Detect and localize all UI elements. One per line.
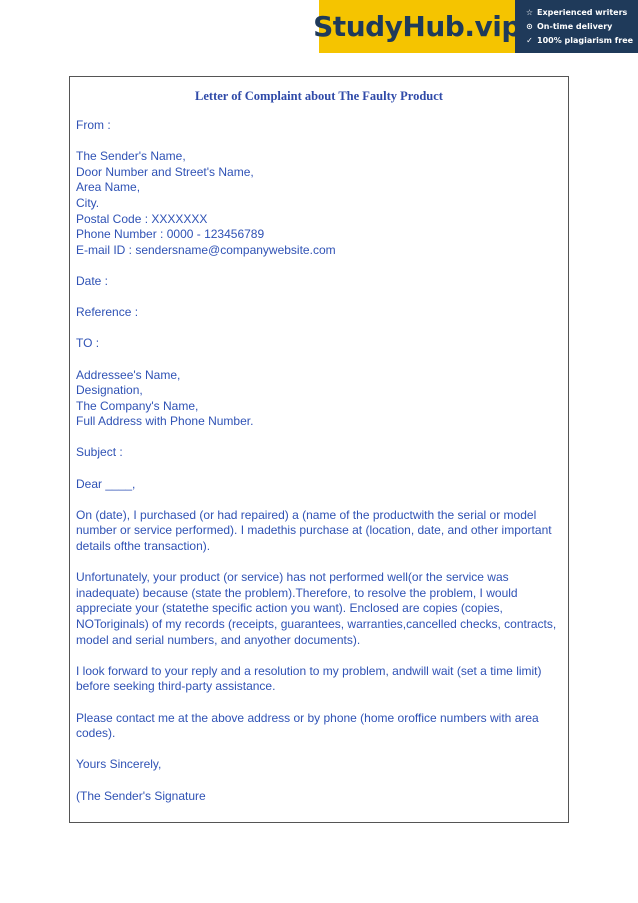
banner-features bbox=[515, 0, 638, 53]
sender-area: Area Name, bbox=[76, 180, 141, 195]
sender-postal: Postal Code : XXXXXXX bbox=[76, 211, 208, 226]
body-paragraph-1 bbox=[76, 508, 562, 555]
signature-section bbox=[76, 789, 562, 805]
feature-text: 100% plagiarism free bbox=[537, 35, 634, 45]
salutation-section bbox=[76, 477, 562, 493]
paragraph-line: number or service performed). I madethis purchase at (location, date, and other important bbox=[76, 523, 552, 538]
feature-text: Experienced writers bbox=[537, 7, 628, 17]
paragraph-line: before seeking third-party assistance. bbox=[76, 679, 276, 694]
studyhub-banner[interactable] bbox=[313, 0, 638, 53]
from-label: From : bbox=[76, 118, 111, 132]
check-icon: ✓ bbox=[526, 35, 533, 45]
letter-title: Letter of Complaint about The Faulty Product bbox=[195, 89, 443, 103]
to-label: TO : bbox=[76, 336, 100, 351]
from-section bbox=[76, 118, 562, 134]
sender-email: E-mail ID : sendersname@companywebsite.com bbox=[76, 242, 336, 257]
reference-label: Reference : bbox=[76, 305, 139, 320]
addressee-designation: Designation, bbox=[76, 383, 143, 398]
body-paragraph-2 bbox=[76, 570, 562, 648]
paragraph-line: I look forward to your reply and a resolution to my problem, andwill wait (set a time limit) bbox=[76, 663, 542, 678]
subject-label: Subject : bbox=[76, 445, 123, 460]
paragraph-line: inadequate) because (state the problem).Therefore, to resolve the problem, I would bbox=[76, 585, 518, 600]
logo-text: StudyHub.vip bbox=[313, 10, 521, 43]
feature-on-time-delivery bbox=[525, 21, 638, 33]
signature: (The Sender's Signature bbox=[76, 788, 206, 803]
paragraph-line: Please contact me at the above address or by phone (home oroffice numbers with area bbox=[76, 710, 539, 725]
sender-phone: Phone Number : 0000 - 123456789 bbox=[76, 227, 265, 242]
paragraph-line: details ofthe transaction). bbox=[76, 539, 211, 554]
body-paragraph-4 bbox=[76, 711, 562, 742]
clock-icon: ⊙ bbox=[526, 21, 533, 31]
closing-section bbox=[76, 757, 562, 773]
body-paragraph-3 bbox=[76, 664, 562, 695]
paragraph-line: appreciate your (statethe specific action you want). Enclosed are copies (copies, bbox=[76, 601, 503, 616]
date-label: Date : bbox=[76, 273, 109, 288]
addressee-name: Addressee's Name, bbox=[76, 367, 181, 382]
sender-address bbox=[76, 149, 562, 258]
paragraph-line: codes). bbox=[76, 726, 116, 741]
addressee-company: The Company's Name, bbox=[76, 398, 199, 413]
letter-document bbox=[69, 76, 569, 823]
paragraph-line: NOToriginals) of my records (receipts, guarantees, warranties,cancelled checks, contracts, bbox=[76, 617, 557, 631]
subject-section bbox=[76, 445, 562, 461]
feature-experienced-writers bbox=[525, 7, 638, 19]
sender-street: Door Number and Street's Name, bbox=[76, 164, 254, 179]
feature-text: On-time delivery bbox=[537, 21, 613, 31]
addressee-address-line: Full Address with Phone Number. bbox=[76, 414, 254, 429]
sender-city: City. bbox=[76, 195, 100, 210]
salutation: Dear ____, bbox=[76, 476, 136, 491]
addressee-address bbox=[76, 368, 562, 430]
date-section bbox=[76, 274, 562, 290]
sender-name: The Sender's Name, bbox=[76, 149, 186, 164]
reference-section bbox=[76, 305, 562, 321]
paragraph-line: model and serial numbers, and anyother documents). bbox=[76, 632, 361, 647]
to-section bbox=[76, 336, 562, 352]
star-icon: ☆ bbox=[525, 7, 534, 17]
studyhub-logo[interactable] bbox=[313, 0, 521, 53]
paragraph-line: Unfortunately, your product (or service) has not performed well(or the service was bbox=[76, 570, 509, 585]
paragraph-line: On (date), I purchased (or had repaired) a (name of the productwith the serial or model bbox=[76, 507, 537, 522]
feature-plagiarism-free bbox=[525, 35, 638, 47]
closing: Yours Sincerely, bbox=[76, 757, 162, 772]
